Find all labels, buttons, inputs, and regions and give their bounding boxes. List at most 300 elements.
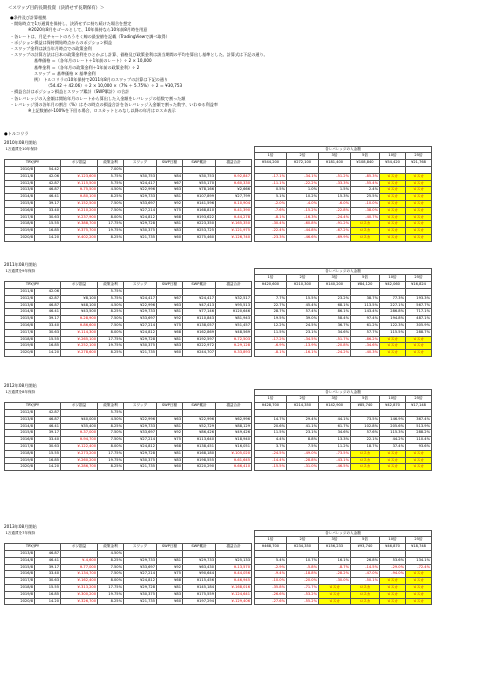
year-month: 2016/8 (5, 207, 35, 214)
position-pnl: ¥-162,400 (61, 578, 98, 585)
policy-rate: 7.50% (98, 322, 124, 329)
leverage-return: -49.0% (287, 450, 319, 457)
column-header: 政策金利 (98, 544, 124, 551)
deposit-amount: ¥108,840 (351, 160, 380, 167)
leverage-return: 134.1% (406, 557, 432, 564)
leverage-return: 73.5% (351, 416, 380, 423)
leverage-return (406, 288, 432, 295)
rate: 15.55 (35, 336, 61, 343)
total-pnl: ¥-44,056 (216, 571, 252, 578)
leverage-header: 各レバレッジの入金額 (255, 146, 432, 153)
leverage-return: 0.5% (255, 187, 287, 194)
swap-daily: ¥92 (157, 316, 183, 323)
note-line: ・スワップ金利は該当年月時点での政策金利 (10, 46, 92, 52)
policy-rate: 5.75% (98, 295, 124, 302)
leverage-return: -22.2% (287, 180, 319, 187)
leverage-return: 23.1% (287, 430, 319, 437)
deposit-amount: ¥468,700 (255, 544, 287, 551)
table-row (5, 423, 432, 430)
leverage-label: 5倍 (351, 153, 380, 160)
position-pnl (61, 409, 98, 416)
year-month: 2019/8 (5, 591, 35, 598)
conditions-notes (8, 15, 268, 114)
table-row (5, 207, 432, 214)
year-month: 2018/8 (5, 336, 35, 343)
table-row (5, 309, 432, 316)
swap-total: ¥145,184 (183, 584, 216, 591)
leverage-label: 10倍 (380, 537, 406, 544)
rate: 46.41 (35, 423, 61, 430)
leverage-return: ロスカ (406, 591, 432, 598)
rate: 14.20 (35, 598, 61, 605)
leverage-return: ロスカ (351, 591, 380, 598)
leverage-return: ロスカ (380, 584, 406, 591)
policy-rate: 17.75% (98, 584, 124, 591)
leverage-return: 28.7% (255, 309, 287, 316)
leverage-return: -9.4% (255, 571, 287, 578)
swap-total (183, 288, 216, 295)
leverage-return: -17.2% (255, 336, 287, 343)
year-month: 2020/8 (5, 464, 35, 471)
leverage-return: 10.2% (287, 194, 319, 201)
position-pnl: ¥-313,200 (61, 584, 98, 591)
leverage-label: 3倍 (319, 153, 351, 160)
year-month: 2012/8 (5, 180, 35, 187)
swap: ¥29,733 (124, 557, 157, 564)
leverage-return: 288.2% (406, 430, 432, 437)
leverage-return: 513.9% (406, 423, 432, 430)
total-pnl: ¥95,513 (216, 302, 252, 309)
swap-daily: ¥60 (157, 598, 183, 605)
holding-section (4, 140, 474, 242)
leverage-return (287, 288, 319, 295)
policy-rate: 5.75% (98, 409, 124, 416)
rate: 42.87 (35, 180, 61, 187)
leverage-return: 288.7% (406, 329, 432, 336)
swap-total: ¥107,899 (183, 194, 216, 201)
total-pnl: ¥-61,645 (216, 457, 252, 464)
total-pnl: ¥-121,975 (216, 228, 252, 235)
deposit-amount: ¥544,200 (255, 160, 287, 167)
swap: ¥30,375 (124, 591, 157, 598)
rate: 46.41 (35, 309, 61, 316)
leverage-return: ロスカ (406, 457, 432, 464)
leverage-return: 20.6% (255, 423, 287, 430)
leverage-return: -14.5% (351, 564, 380, 571)
page-title: ＜スワップ目的長期投資（決済せず長期保有）＞ (8, 6, 105, 11)
leverage-return: ロスカ (380, 457, 406, 464)
swap: ¥33,697 (124, 430, 157, 437)
position-pnl: ¥-134,700 (61, 571, 98, 578)
swap-daily: ¥81 (157, 423, 183, 430)
leverage-return: -22.8% (319, 207, 351, 214)
swap-daily: ¥63 (157, 302, 183, 309)
rate: 39.17 (35, 430, 61, 437)
deposit-amount: ¥210,300 (287, 282, 319, 289)
leverage-return (406, 409, 432, 416)
leverage-return: ロスカ (380, 464, 406, 471)
total-pnl: ¥-124,641 (216, 591, 252, 598)
swap-total: ¥113,640 (183, 437, 216, 444)
swap: ¥30,375 (124, 457, 157, 464)
year-month: 2018/8 (5, 221, 35, 228)
table-row (5, 221, 432, 228)
leverage-return: 13.3% (319, 437, 351, 444)
leverage-return: ロスカ (351, 450, 380, 457)
leverage-return: -30.4% (255, 221, 287, 228)
note-line: ※上記数値が-100%を下回る場合、ロスカットとみなし以降の年月はロスカ表示 (28, 108, 176, 114)
leverage-return: -10.0% (351, 200, 380, 207)
swap: ¥22,996 (124, 416, 157, 423)
leverage-return: -28.8% (287, 457, 319, 464)
table-row (5, 578, 432, 585)
leverage-return (351, 550, 380, 557)
leverage-return: -94.0% (380, 571, 406, 578)
table-row (5, 450, 432, 457)
swap-total: ¥24,417 (183, 295, 216, 302)
column-header: SWP日額 (157, 160, 183, 167)
swap-total: ¥30,753 (183, 173, 216, 180)
position-pnl (61, 166, 98, 173)
rate: 42.06 (35, 173, 61, 180)
leverage-return: 2.4% (351, 187, 380, 194)
swap: ¥24,812 (124, 329, 157, 336)
policy-rate: 19.75% (98, 591, 124, 598)
leverage-return: -44.8% (287, 228, 319, 235)
deposit-amount: ¥18,748 (406, 544, 432, 551)
policy-rate: 8.25% (98, 423, 124, 430)
leverage-return (351, 409, 380, 416)
swap-total: ¥138,057 (183, 322, 216, 329)
rate: 39.17 (35, 316, 61, 323)
leverage-return: ロスカ (380, 598, 406, 605)
table-row (5, 295, 432, 302)
year-month: 2014/8 (5, 557, 35, 564)
year-month: 2020/8 (5, 234, 35, 241)
leverage-return: 61.7% (319, 423, 351, 430)
table-row (5, 214, 432, 221)
swap-daily: ¥84 (157, 173, 183, 180)
leverage-return: 487.1% (406, 316, 432, 323)
position-pnl: ¥-77,000 (61, 564, 98, 571)
swap-daily: ¥83 (157, 343, 183, 350)
policy-rate: 5.75% (98, 173, 124, 180)
swap-daily (157, 550, 183, 557)
policy-rate: 8.25% (98, 557, 124, 564)
year-month: 2015/8 (5, 316, 35, 323)
leverage-return: 115.5% (380, 329, 406, 336)
total-pnl: ¥-29,128 (216, 343, 252, 350)
swap: ¥30,753 (124, 173, 157, 180)
swap-daily: ¥68 (157, 443, 183, 450)
column-header: ポジ損益 (61, 160, 98, 167)
total-pnl: ¥-60,330 (216, 180, 252, 187)
total-pnl: ¥-92,847 (216, 173, 252, 180)
policy-rate: 8.25% (98, 194, 124, 201)
leverage-label: 25倍 (406, 396, 432, 403)
leverage-return: -24.5% (255, 450, 287, 457)
swap-daily: ¥92 (157, 564, 183, 571)
total-pnl: ¥18,940 (216, 437, 252, 444)
leverage-label: 10倍 (380, 396, 406, 403)
table-row (5, 430, 432, 437)
swap-daily: ¥81 (157, 309, 183, 316)
swap-total: ¥52,729 (183, 423, 216, 430)
leverage-return: 61.2% (351, 322, 380, 329)
leverage-return: 16.1% (319, 557, 351, 564)
table-row (5, 598, 432, 605)
rate: 46.41 (35, 194, 61, 201)
leverage-return: 39.0% (287, 316, 319, 323)
swap-daily: ¥81 (157, 221, 183, 228)
column-header: 政策金利 (98, 282, 124, 289)
total-pnl: ¥-33,893 (216, 350, 252, 357)
leverage-return: 146.9% (380, 416, 406, 423)
rate: 33.40 (35, 322, 61, 329)
leverage-return: -71.7% (287, 584, 319, 591)
year-month: 2013/8 (5, 187, 35, 194)
leverage-return: -8.1% (255, 214, 287, 221)
leverage-return: -2.0% (255, 200, 287, 207)
rate: 33.40 (35, 437, 61, 444)
swap: ¥24,812 (124, 578, 157, 585)
swap: ¥24,812 (124, 443, 157, 450)
policy-rate: 19.75% (98, 228, 124, 235)
rate: 42.87 (35, 409, 61, 416)
position-pnl: ¥-123,600 (61, 173, 98, 180)
leverage-return: -20.0% (287, 578, 319, 585)
leverage-return (319, 288, 351, 295)
leverage-return: ロスカ (406, 228, 432, 235)
leverage-return: 37.4% (380, 443, 406, 450)
rate: 14.20 (35, 464, 61, 471)
table-row (5, 234, 432, 241)
leverage-label: 25倍 (406, 153, 432, 160)
swap: ¥24,417 (124, 180, 157, 187)
table-row (5, 187, 432, 194)
leverage-return: 205.6% (380, 423, 406, 430)
total-pnl: ¥88,129 (216, 423, 252, 430)
policy-rate: 17.75% (98, 221, 124, 228)
leverage-label: 3倍 (319, 396, 351, 403)
leverage-return: 34.6% (319, 329, 351, 336)
leverage-return: ロスカ (380, 207, 406, 214)
swap-total: ¥29,733 (183, 557, 216, 564)
leverage-return: ロスカ (380, 194, 406, 201)
table-row (5, 584, 432, 591)
leverage-return: -50.1% (351, 578, 380, 585)
leverage-return: 102.8% (351, 423, 380, 430)
holding-table (4, 530, 432, 606)
leverage-return: -38.0% (351, 207, 380, 214)
leverage-return: 194.8% (380, 316, 406, 323)
swap-total: ¥197,294 (183, 598, 216, 605)
year-month: 2013/8 (5, 302, 35, 309)
leverage-return: -69.9% (319, 234, 351, 241)
swap-daily: ¥67 (157, 180, 183, 187)
holding-table (4, 389, 432, 472)
swap-total: ¥47,413 (183, 302, 216, 309)
leverage-return: ロスカ (406, 234, 432, 241)
position-pnl: ¥-278,600 (61, 350, 98, 357)
rate: 16.85 (35, 228, 61, 235)
note-line: ・レバレッジ別の各年月の割合（%）はその時点の損益合計を各レバレッジ入金額で割った数字、いわゆる利益率 (10, 101, 218, 107)
column-header: TRY/JPY (5, 403, 61, 410)
year-month: 2017/8 (5, 578, 35, 585)
leverage-return: 110.4% (406, 437, 432, 444)
swap-daily: ¥60 (157, 234, 183, 241)
swap-daily: ¥60 (157, 464, 183, 471)
leverage-return: ロスカ (406, 200, 432, 207)
rate: 16.85 (35, 457, 61, 464)
swap: ¥29,733 (124, 194, 157, 201)
swap: ¥22,996 (124, 302, 157, 309)
position-pnl: ¥40,000 (61, 416, 98, 423)
section-description: 1万通貨を8年保持 (5, 389, 36, 394)
leverage-return: ロスカ (351, 221, 380, 228)
leverage-return (287, 550, 319, 557)
rate: 30.63 (35, 214, 61, 221)
total-pnl: ¥-168,016 (216, 584, 252, 591)
total-pnl: ¥120,646 (216, 309, 252, 316)
leverage-return: ロスカ (380, 336, 406, 343)
policy-rate: 17.75% (98, 336, 124, 343)
leverage-return (319, 409, 351, 416)
leverage-return (255, 166, 287, 173)
leverage-return: 53.6% (380, 557, 406, 564)
year-month: 2018/8 (5, 584, 35, 591)
leverage-return: 29.4% (287, 416, 319, 423)
column-header: SWP日額 (157, 403, 183, 410)
leverage-return: 97.4% (351, 316, 380, 323)
leverage-return: ロスカ (406, 336, 432, 343)
year-month: 2019/8 (5, 457, 35, 464)
rate: 46.41 (35, 557, 61, 564)
leverage-label: 1倍 (255, 275, 287, 282)
leverage-return: 5.1% (255, 194, 287, 201)
leverage-return: -55.2% (287, 598, 319, 605)
leverage-return: ロスカ (406, 187, 432, 194)
table-row (5, 329, 432, 336)
year-month: 2012/8 (5, 409, 35, 416)
column-header: SWP日額 (157, 544, 183, 551)
total-pnl: ¥-126,740 (216, 234, 252, 241)
leverage-return: 23.1% (287, 329, 319, 336)
policy-rate: 8.25% (98, 309, 124, 316)
swap-total: ¥253,725 (183, 228, 216, 235)
leverage-return: 38.7% (351, 295, 380, 302)
leverage-return: -4.0% (287, 200, 319, 207)
swap-daily: ¥67 (157, 295, 183, 302)
year-month: 2015/8 (5, 200, 35, 207)
deposit-amount: ¥84,120 (351, 282, 380, 289)
position-pnl: ¥-115,500 (61, 180, 98, 187)
leverage-return: 58.4% (319, 316, 351, 323)
leverage-return: ロスカ (380, 200, 406, 207)
leverage-return: 122.3% (380, 322, 406, 329)
swap (124, 166, 157, 173)
position-pnl (61, 288, 98, 295)
position-pnl: ¥-122,400 (61, 443, 98, 450)
leverage-return (287, 166, 319, 173)
leverage-return: -34.6% (351, 343, 380, 350)
swap: ¥27,214 (124, 571, 157, 578)
policy-rate: 5.75% (98, 180, 124, 187)
leverage-return (255, 409, 287, 416)
leverage-return (406, 550, 432, 557)
leverage-return: ロスカ (406, 578, 432, 585)
leverage-label: 5倍 (351, 275, 380, 282)
holding-section (4, 524, 474, 605)
swap-daily: ¥75 (157, 322, 183, 329)
leverage-return: -16.3% (287, 214, 319, 221)
swap: ¥30,375 (124, 343, 157, 350)
position-pnl: ¥35,400 (61, 423, 98, 430)
table-row (5, 166, 432, 173)
swap (124, 288, 157, 295)
table-row (5, 200, 432, 207)
leverage-return: ロスカ (380, 180, 406, 187)
leverage-return: ロスカ (380, 343, 406, 350)
note-line: ・損益合計はポジション損益とスワップ累計（SWP累計）の合計 (10, 89, 130, 95)
note-line: ・スワップの計算方法は日本の政策金利をひとかぶし計算、価格及び政策金利は該当期間の平均を算出し基準とした。計算式は下記の通り。 (10, 52, 268, 58)
swap-daily: ¥81 (157, 336, 183, 343)
leverage-return: 3.7% (255, 443, 287, 450)
column-header: TRY/JPY (5, 282, 61, 289)
leverage-return: 11.2% (319, 443, 351, 450)
deposit-amount: ¥93,740 (351, 544, 380, 551)
leverage-label: 1倍 (255, 396, 287, 403)
table-row (5, 302, 432, 309)
rate: 14.20 (35, 234, 61, 241)
swap-total: ¥222,972 (183, 343, 216, 350)
deposit-amount: ¥156,233 (319, 544, 351, 551)
rate: 46.87 (35, 187, 61, 194)
policy-rate: 7.50% (98, 207, 124, 214)
deposit-amount: ¥234,350 (287, 544, 319, 551)
swap-daily: ¥68 (157, 578, 183, 585)
swap-total: ¥223,350 (183, 221, 216, 228)
rate: 16.85 (35, 343, 61, 350)
swap-total: ¥141,596 (183, 200, 216, 207)
leverage-return: 93.6% (406, 443, 432, 450)
table-row (5, 194, 432, 201)
total-pnl: ¥-13,570 (216, 564, 252, 571)
position-pnl: ¥43,500 (61, 309, 98, 316)
deposit-amount: ¥85,740 (351, 403, 380, 410)
leverage-return: -33.3% (319, 180, 351, 187)
policy-rate: 8.00% (98, 329, 124, 336)
leverage-label: 25倍 (406, 275, 432, 282)
position-pnl: ¥-94,700 (61, 437, 98, 444)
holding-section (4, 262, 474, 357)
column-header: スワップ (124, 160, 157, 167)
leverage-return: 26.8% (351, 557, 380, 564)
leverage-return: ロスカ (380, 221, 406, 228)
leverage-return: ロスカ (406, 214, 432, 221)
leverage-return: 44.1% (319, 416, 351, 423)
leverage-return: -46.6% (287, 234, 319, 241)
policy-rate: 7.50% (98, 430, 124, 437)
position-pnl: ¥-252,100 (61, 343, 98, 350)
section-start: 2013年08月開始 (4, 524, 37, 529)
swap: ¥33,697 (124, 316, 157, 323)
leverage-return: -6.9% (255, 343, 287, 350)
leverage-return: ロスカ (380, 350, 406, 357)
policy-rate: 8.25% (98, 350, 124, 357)
swap-total: ¥244,707 (183, 350, 216, 357)
table-row (5, 591, 432, 598)
